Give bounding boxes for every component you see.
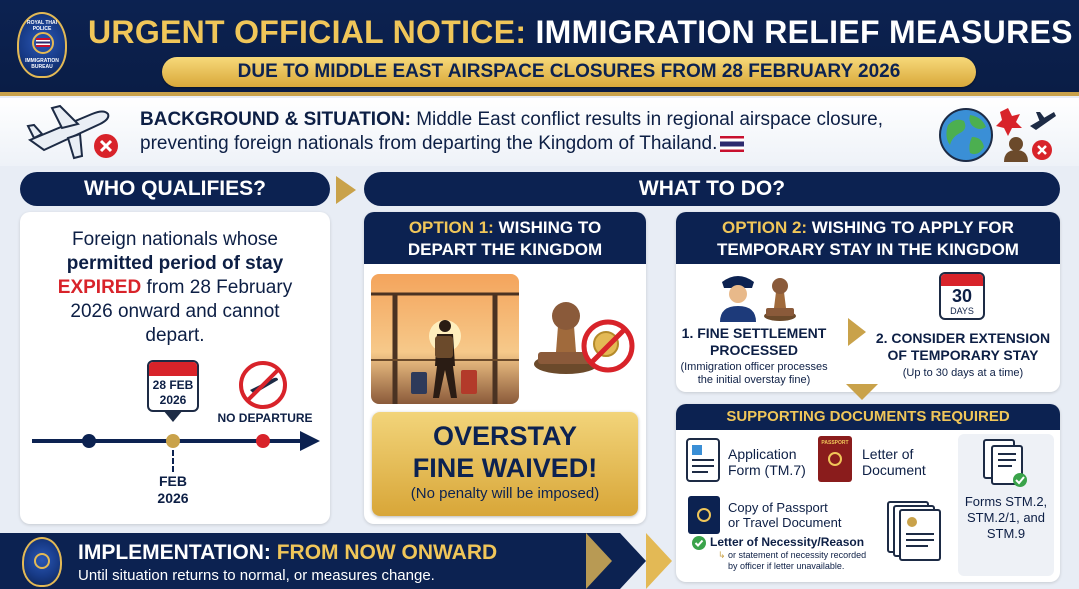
badge-text-bottom: IMMIGRATION BUREAU <box>25 58 59 70</box>
chevron-icon-2 <box>646 533 672 589</box>
timeline-dashed-marker <box>172 450 174 472</box>
documents-header: SUPPORTING DOCUMENTS REQUIRED <box>676 404 1060 430</box>
who-qualifies-heading: WHO QUALIFIES? <box>20 172 330 206</box>
airport-traveler-image <box>371 274 519 404</box>
application-form-label: Application Form (TM.7) <box>728 446 806 478</box>
calendar-unit: DAYS <box>950 306 974 316</box>
timeline-dot-red <box>256 434 270 448</box>
passport-icon-label: PASSPORT <box>821 440 849 446</box>
fine-waived-note: (No penalty will be imposed) <box>410 485 600 502</box>
forms-label: Forms STM.2, STM.2/1, and STM.9 <box>964 494 1048 541</box>
calendar-number: 30 <box>951 286 973 306</box>
passport-icon <box>818 436 852 482</box>
forms-stack-icon <box>982 438 1030 490</box>
who-qualifies-text: Foreign nationals whose permitted period of stay EXPIRED from 28 February 2026 onward and cannot depart. <box>57 229 293 346</box>
chevron-icon-1 <box>620 533 646 589</box>
no-departure-icon <box>238 360 288 410</box>
subtitle-banner: DUE TO MIDDLE EAST AIRSPACE CLOSURES FROM 28 FEBRUARY 2026 <box>162 57 976 87</box>
timeline-dot-start <box>82 434 96 448</box>
down-arrow-icon <box>846 384 878 400</box>
globe-icon <box>938 107 994 163</box>
what-to-do-heading: WHAT TO DO? <box>364 172 1060 206</box>
fine-waived-line-1: OVERSTAY <box>432 421 578 451</box>
copy-passport-label: Copy of Passport or Travel Document <box>728 500 842 530</box>
step1-text: 1. FINE SETTLEMENT PROCESSED (Immigration officer processes the initial overstay fine) <box>680 325 828 386</box>
implementation-title: IMPLEMENTATION: FROM NOW ONWARD <box>78 541 498 564</box>
page-title <box>88 14 1073 56</box>
title-gold-part: URGENT OFFICIAL NOTICE: <box>88 14 527 50</box>
stamp-no-fine-icon <box>526 296 638 384</box>
police-badge-small-icon <box>22 537 62 587</box>
option1-header: OPTION 1: WISHING TO DEPART THE KINGDOM <box>364 212 646 264</box>
calendar-30-days-icon <box>939 272 985 320</box>
option2-header: OPTION 2: WISHING TO APPLY FOR TEMPORARY STAY IN THE KINGDOM <box>676 212 1060 264</box>
arrow-right-icon <box>336 176 356 204</box>
overstay-fine-box <box>372 412 638 516</box>
background-text <box>140 108 930 156</box>
fine-waived-line-2: FINE WAIVED! <box>412 453 598 483</box>
background-label: BACKGROUND & SITUATION: <box>140 109 411 130</box>
passport-copy-icon <box>688 496 720 534</box>
officer-stamp-icon <box>714 270 804 322</box>
calendar-pointer-icon <box>163 410 183 422</box>
traveler-warning-icon <box>996 104 1058 164</box>
implementation-note: Until situation returns to normal, or measures change. <box>78 567 435 584</box>
badge-text-top: ROYAL THAI POLICE <box>26 20 57 32</box>
police-badge-icon <box>17 12 67 78</box>
calendar-year: 2026 <box>159 393 187 407</box>
checkmark-icon <box>692 536 706 550</box>
timeline-label: FEB 2026 <box>157 473 189 506</box>
letter-of-document-label: Letter of Document <box>862 446 926 478</box>
step2-text: 2. CONSIDER EXTENSION OF TEMPORARY STAY (Up to 30 days at a time) <box>875 330 1051 379</box>
calendar-icon <box>147 360 199 412</box>
letter-of-necessity-label: Letter of Necessity/Reason <box>710 535 865 549</box>
documents-stack-icon <box>886 500 942 562</box>
calendar-date: 28 FEB <box>152 378 194 392</box>
application-form-icon <box>686 438 720 482</box>
background-line-2: preventing foreign nationals from departing the Kingdom of Thailand. <box>140 133 718 154</box>
no-departure-label: NO DEPARTURE <box>217 411 313 425</box>
airplane-blocked-icon <box>22 100 122 164</box>
timeline-arrowhead-icon <box>300 431 320 451</box>
step-arrow-right-icon <box>848 318 866 346</box>
timeline-dot-feb <box>166 434 180 448</box>
thai-flag-icon <box>720 136 744 152</box>
necessity-note: ↳ or statement of necessity recorded by officer if letter unavailable. <box>718 550 867 571</box>
background-line-1: Middle East conflict results in regional airspace closure, <box>410 109 883 130</box>
title-white-part: IMMIGRATION RELIEF MEASURES <box>526 14 1073 50</box>
